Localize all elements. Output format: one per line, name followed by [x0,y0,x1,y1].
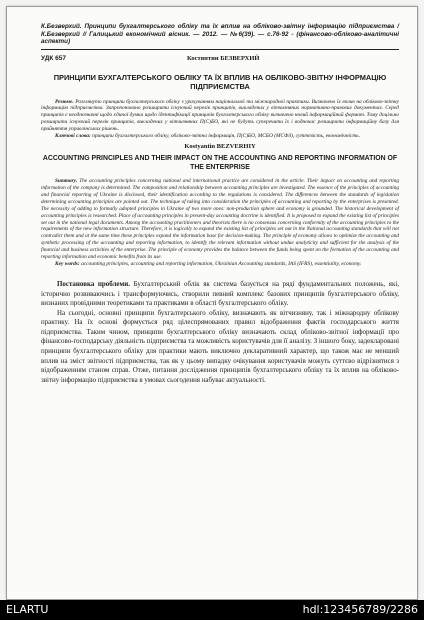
body-paragraph-problem [41,280,399,309]
keywords-ua-label: Ключові слова: [55,133,91,140]
author-ua: Костянтин БЕЗВЕРХИЙ [187,55,260,63]
keywords-en-label: Key words: [55,261,80,268]
title-ua: ПРИНЦИПИ БУХГАЛТЕРСЬКОГО ОБЛІКУ ТА ЇХ ВПЛИВ НА ОБЛІКОВО-ЗВІТНУ ІНФОРМАЦІЮ ПІДПРИЄМСТВА [53,73,387,92]
title-en: ACCOUNTING PRINCIPLES AND THEIR IMPACT ON THE ACCOUNTING AND REPORTING INFORMATION OF THE ENTERPRISE [42,154,398,171]
abstract-ua [41,99,399,134]
abstract-en-text: The accounting principles concerning national and international practice are considered in the article. Their impact on accounting and reporting information of the company is determined. The composition and relationship between accounting principles are investigated. The essence of the principles of accounting and financial reporting of Ukraine is disclosed, their identification according to the regulations is considered. The differences between the standards of legislation determining accounting principles are pointed out. The technique of taking into consideration the principles of accounting and reporting by the enterprises is presented. The necessity of adding to formally adopted principles in Ukraine of two more ones: non-production sphere and economy is grounded. The historical development of accounting principles is researched. Place of accounting principles in present-day accounting doctrine is identified. It is proposed to expand the existing list of principles set out in the national legal documents. Among the accounting practitioners and theorists there is no consensus concerning conformity of the accounting principles to the requirements of the new information structure. Therefore, it is logically to expand the existing list of principles set out in the National accounting standards that will not contradict them and at the same time these principles expand the information base for decision-making. The principle of economy allows to optimize the accounting and synthetic processing of the accounting and reporting information, to identify the relevant information without undue analyticity and sufficient for the analysis of the financial and business activities of the enterprise. The principle of economy provides the balance between the funds being spent on the formation of the accounting and reporting information and economic benefits from its use. [41,178,399,261]
keywords-en-text: accounting principles, accounting and reporting information, Ukrainian Accounting standards, IAS (IFRS), essentiality, economy. [81,261,362,268]
body-paragraph-1-text: Бухгалтерський облік як система базується на ряді фундаментальних положень, які, історично розвиваючись і трансформуючись, створили певний комплекс базових принципів бухгалтерського обліку, визнаних провідними теоретиками та практиками в області бухгалтерського обліку. [41,279,399,308]
udk-row [41,53,399,66]
abstract-ua-text: Розглянуто принципи бухгалтерського обліку з урахуванням національної та міжнародної практики. Визначено їх вплив на обліково-звітну інформацію підприємства. Запропоновано розширити існуючий перелік принципів, викладених у вітчизняних нормативно-правових документах. Серед принципів є неоднозначні щодо єдиної думки щодо ідентифікації принципів бухгалтерського обліку визначено новий інформаційний формат. Тому доцільно розширити існуючий перелік принципів, викладених у вітчизняних П(С)БО, які не будуть суперечити їх і водночас розширити інформаційну базу для прийняття управлінських рішень. [41,98,399,133]
problem-heading: Постановка проблеми. [57,279,130,288]
keywords-ua [41,133,399,140]
citation-header: К.Безверхий. Принципи бухгалтерського обліку та їх вплив на обліково-звітну інформацію підприємства / К.Безверхий // Галицький економічний вісник. — 2012. — №6(39). — с.76-92 - (фінансово-обліково-аналітичні аспекти) [41,23,399,50]
abstract-en-label: Summary. [55,178,78,185]
paper-page [6,6,418,600]
page-content [41,23,399,385]
keywords-ua-text: принципи бухгалтерського обліку, обліково-звітна інформація, П(С)БО, МСБО (МСФЗ), суттєвість, економічність. [92,133,361,140]
author-en: Kostyantin BEZVERHIY [184,142,256,150]
footer-repository-label: ELARTU [6,603,49,616]
keywords-en [41,261,399,268]
udk-code: УДК 657 [41,55,66,63]
footer-handle-link[interactable]: hdl:123456789/2286 [302,603,418,616]
footer-bar [0,600,424,620]
body-paragraph-2: На сьогодні, основні принципи бухгалтерського обліку, визначають як вітчизняну, так і міжнародну облікову практику. На їх основі формується ряд цілеспрямованих правил відображення фактів господарського життя підприємства. Таким чином, принципи бухгалтерського обліку визначають склад обліково-звітної інформації про фінансово-господарську діяльність підприємства та можливість користувачів для її аналізу. З іншого боку, задекларовані принципи бухгалтерського обліку для практики мають виключно декларативний характер, що також має не менший вплив на зміст звітності підприємства, так як у цьому випадку очікування користувачів можуть суттєво відрізнятися з відображенням станом справ. Отже, питання дослідження принципів бухгалтерського обліку та їх вплив на обліково-звітну інформацію підприємства в умовах сьогодення набуває актуальності. [41,308,399,384]
abstract-ua-label: Резюме. [55,98,74,105]
abstract-en [41,178,399,261]
